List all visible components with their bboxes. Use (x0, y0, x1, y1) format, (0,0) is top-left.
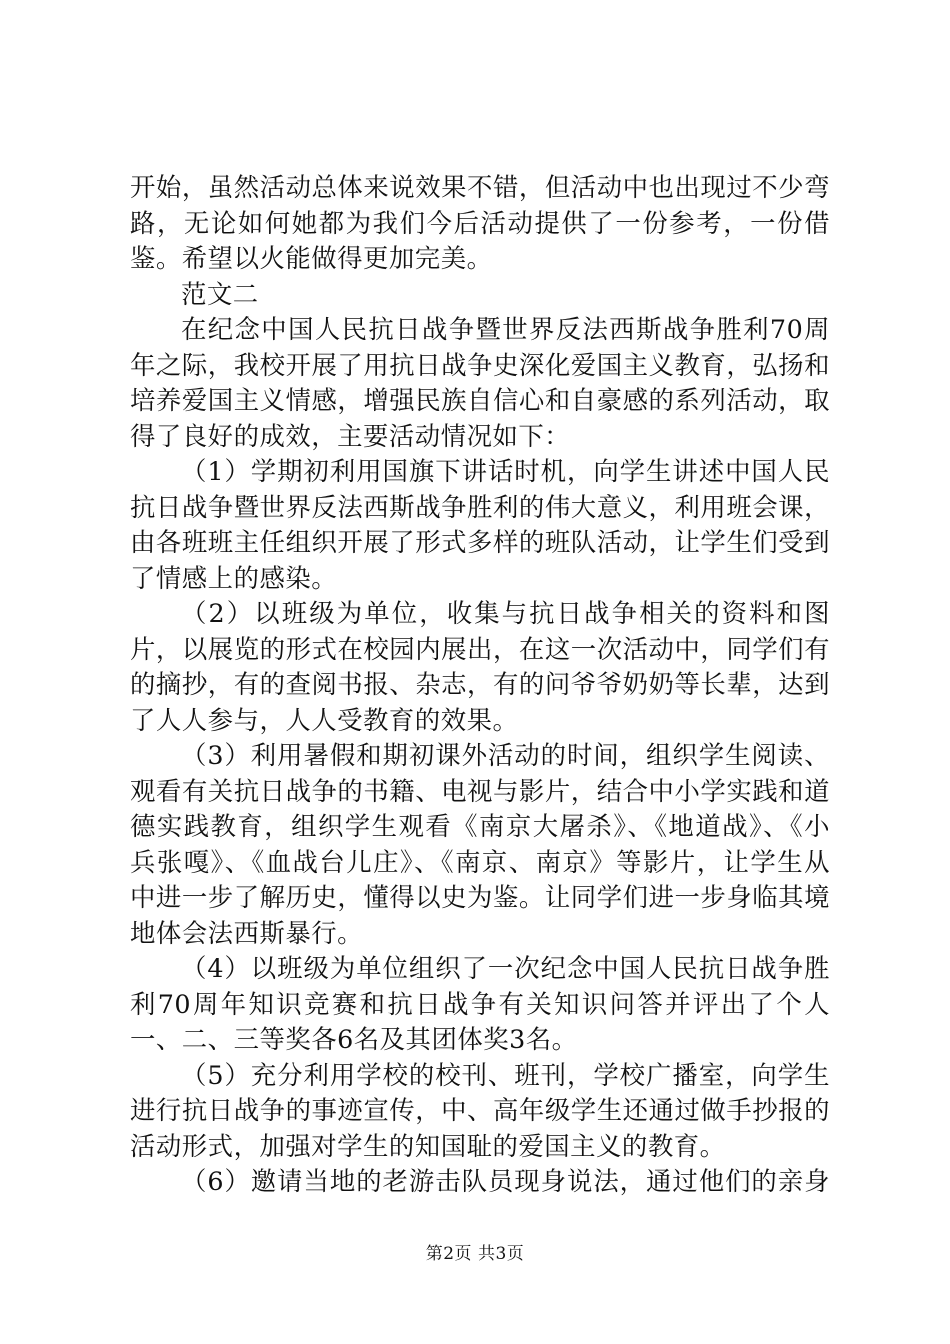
paragraph-item-6: （6）邀请当地的老游击队员现身说法，通过他们的亲身 (181, 1166, 830, 1196)
paragraph-item-4: （4）以班级为单位组织了一次纪念中国人民抗日战争胜利70周年知识竞赛和抗日战争有关知识问答并评出了个人一、二、三等奖各6名及其团体奖3名。 (130, 953, 830, 1054)
document-page (130, 170, 830, 1200)
paragraph-continuation: 开始，虽然活动总体来说效果不错，但活动中也出现过不少弯路，无论如何她都为我们今后活动提供了一份参考，一份借鉴。希望以火能做得更加完美。 (130, 172, 830, 273)
paragraph-item-1: （1）学期初利用国旗下讲话时机，向学生讲述中国人民抗日战争暨世界反法西斯战争胜利的伟大意义，利用班会课，由各班班主任组织开展了形式多样的班队活动，让学生们受到了情感上的感染。 (130, 456, 830, 593)
paragraph-item-2: （2）以班级为单位，收集与抗日战争相关的资料和图片，以展览的形式在校园内展出，在这一次活动中，同学们有的摘抄，有的查阅书报、杂志，有的问爷爷奶奶等长辈，达到了人人参与，人人受教育的效果。 (130, 598, 830, 735)
paragraph-item-3: （3）利用暑假和期初课外活动的时间，组织学生阅读、观看有关抗日战争的书籍、电视与影片，结合中小学实践和道德实践教育，组织学生观看《南京大屠杀》、《地道战》、《小兵张嘎》、《血战台儿庄》、《南京、南京》等影片，让学生从中进一步了解历史，懂得以史为鉴。让同学们进一步身临其境地体会法西斯暴行。 (130, 740, 830, 948)
paragraph-item-5: （5）充分利用学校的校刊、班刊，学校广播室，向学生进行抗日战争的事迹宣传，中、高年级学生还通过做手抄报的活动形式，加强对学生的知国耻的爱国主义的教育。 (130, 1059, 830, 1161)
paragraph-intro: 在纪念中国人民抗日战争暨世界反法西斯战争胜利70周年之际，我校开展了用抗日战争史深化爱国主义教育，弘扬和培养爱国主义情感，增强民族自信心和自豪感的系列活动，取得了良好的成效，主要活动情况如下： (130, 314, 830, 451)
section-heading: 范文二 (181, 278, 259, 309)
page-number-footer: 第2页 共3页 (425, 1244, 525, 1264)
